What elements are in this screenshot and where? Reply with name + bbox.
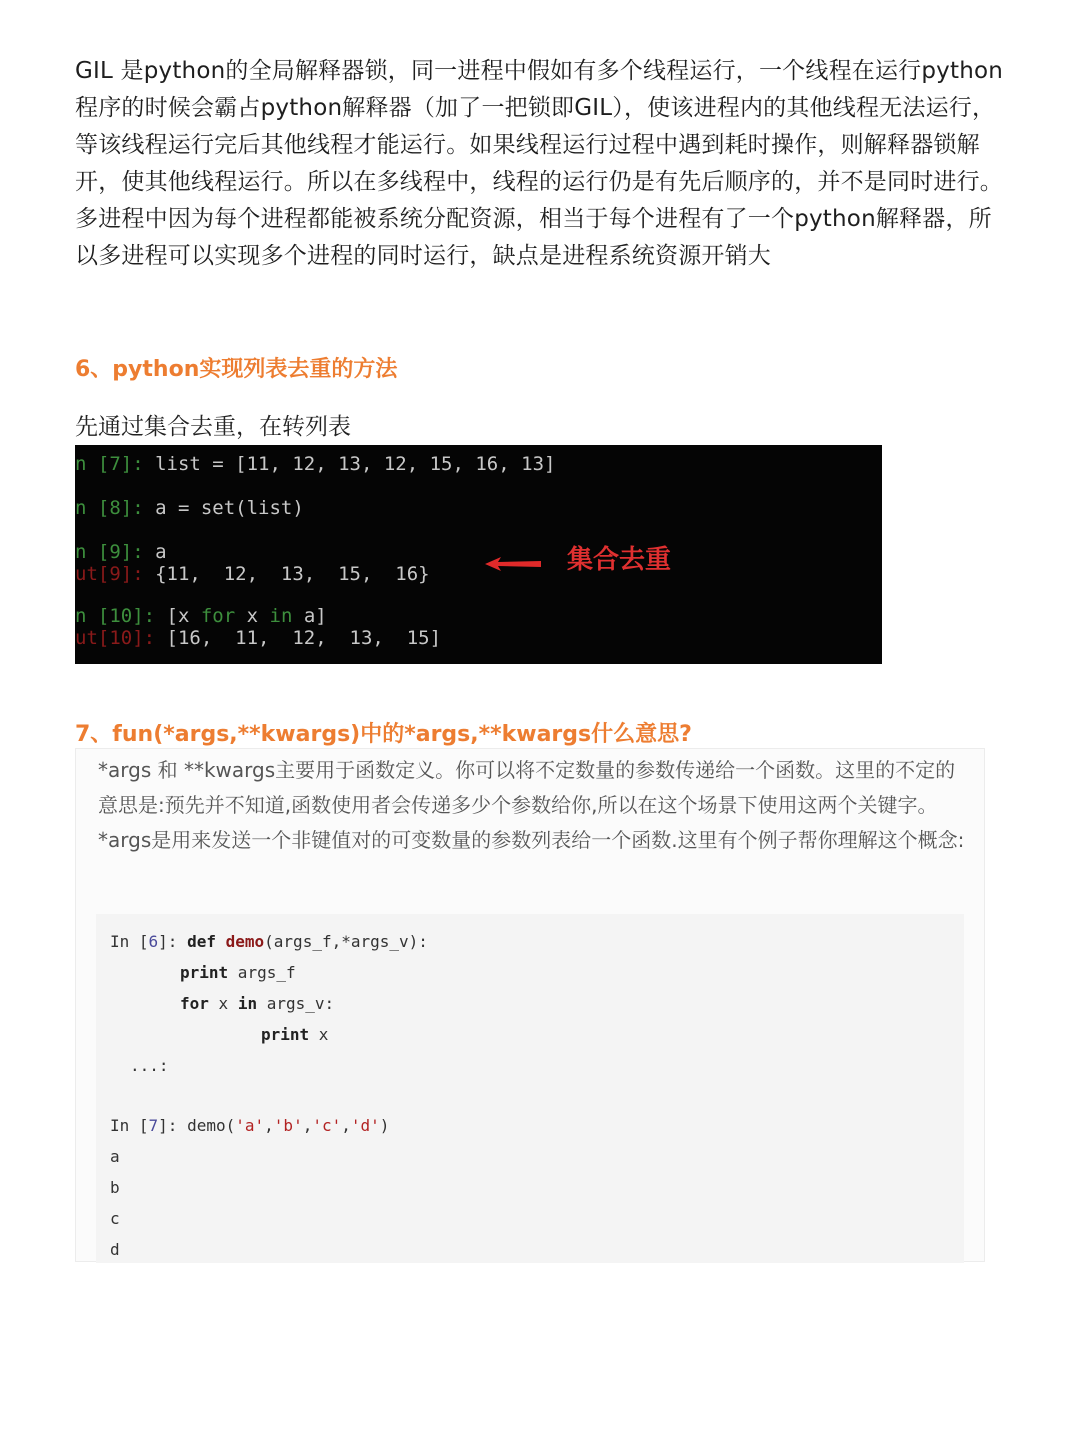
terminal-code: a] <box>292 605 327 627</box>
intro-paragraph-gil: GIL 是python的全局解释器锁，同一进程中假如有多个线程运行，一个线程在运行python程序的时候会霸占python解释器（加了一把锁即GIL），使该进程内的其他线程无法运行，等该线程运行完后其他线程才能运行。如果线程运行过程中遇到耗时操作，则解释器锁解开，使其他线程运行。所以在多线程中，线程的运行仍是有先后顺序的，并不是同时进行。 <box>75 58 1004 195</box>
code-output-line: a <box>110 1147 120 1166</box>
code-keyword: def <box>187 932 216 951</box>
terminal-line <box>75 497 304 519</box>
code-output-line: b <box>110 1178 120 1197</box>
code-prompt-number: 6 <box>148 932 159 951</box>
terminal-code: a <box>155 541 167 563</box>
code-continuation: ...: <box>130 1056 169 1075</box>
terminal-screenshot <box>75 445 882 664</box>
section-6-subtext: 先通过集合去重，在转列表 <box>75 414 351 440</box>
code-text: (args_f,*args_v): <box>264 932 428 951</box>
code-keyword: in <box>237 994 258 1013</box>
code-string: 'c' <box>312 1116 342 1135</box>
code-text: args_f <box>228 963 296 982</box>
code-output-line: d <box>110 1240 120 1259</box>
code-line <box>110 1116 389 1135</box>
code-prompt: In [ <box>110 1116 149 1135</box>
terminal-prompt: n [10]: <box>75 605 167 627</box>
terminal-code: a = set(list) <box>155 497 304 519</box>
code-line <box>180 994 334 1013</box>
code-prompt: ]: <box>158 1116 188 1135</box>
code-keyword: print <box>180 963 229 982</box>
args-explanation-screenshot <box>75 748 985 1262</box>
terminal-prompt: n [7]: <box>75 453 156 475</box>
args-explanation-text: *args 和 **kwargs主要用于函数定义。你可以将不定数量的参数传递给一个函数。这里的不定的意思是:预先并不知道,函数使用者会传递多少个参数给你,所以在这个场景下使用这两个关键字。*args是用来发送一个非键值对的可变数量的参数列表给一个函数.这里有个例子帮你理解这个概念: <box>98 758 965 852</box>
terminal-keyword: for <box>200 605 236 627</box>
code-line <box>261 1025 328 1044</box>
code-string: 'd' <box>350 1116 380 1135</box>
terminal-keyword: in <box>269 605 293 627</box>
annotation-label: 集合去重 <box>567 545 672 575</box>
code-text: , <box>264 1116 274 1135</box>
code-text: x <box>309 1025 329 1044</box>
code-block <box>96 914 964 1263</box>
code-keyword: for <box>180 994 209 1013</box>
section-6-heading: 6、python实现列表去重的方法 <box>75 357 398 382</box>
code-string: 'a' <box>235 1116 265 1135</box>
intro-paragraph-multiprocess: 多进程中因为每个进程都能被系统分配资源，相当于每个进程有了一个python解释器，所以多进程可以实现多个进程的同时运行，缺点是进程系统资源开销大 <box>75 206 992 269</box>
terminal-code: {11, 12, 13, 15, 16} <box>155 563 430 585</box>
terminal-line <box>75 541 167 563</box>
terminal-line <box>75 453 555 475</box>
terminal-code: [16, 11, 12, 13, 15] <box>166 627 442 649</box>
terminal-prompt: n [8]: <box>75 497 156 519</box>
terminal-code: [x <box>166 605 201 627</box>
terminal-prompt: ut[9]: <box>75 563 156 585</box>
red-arrow-icon <box>485 557 541 571</box>
code-prompt: In [ <box>110 932 149 951</box>
terminal-prompt: ut[10]: <box>75 627 167 649</box>
terminal-code: x <box>235 605 270 627</box>
code-text: ) <box>379 1116 390 1135</box>
section-7-heading: 7、fun(*args,**kwargs)中的*args,**kwargs什么意思? <box>75 722 692 747</box>
code-line <box>180 963 296 982</box>
code-text: args_v: <box>257 994 335 1013</box>
terminal-line <box>75 605 327 627</box>
intro-text <box>75 53 1015 275</box>
code-text: , <box>341 1116 351 1135</box>
code-output-line: c <box>110 1209 120 1228</box>
code-text: x <box>208 994 238 1013</box>
code-prompt-number: 7 <box>148 1116 159 1135</box>
terminal-line <box>75 563 430 585</box>
code-text: demo( <box>187 1116 236 1135</box>
code-line <box>110 932 428 951</box>
code-text: , <box>302 1116 313 1135</box>
code-line <box>130 1056 169 1075</box>
code-keyword: print <box>261 1025 310 1044</box>
code-function-name: demo <box>225 932 265 951</box>
terminal-line <box>75 627 441 649</box>
terminal-prompt: n [9]: <box>75 541 156 563</box>
terminal-code: list = [11, 12, 13, 12, 15, 16, 13] <box>155 453 556 475</box>
code-string: 'b' <box>273 1116 303 1135</box>
code-prompt: ]: <box>158 932 188 951</box>
